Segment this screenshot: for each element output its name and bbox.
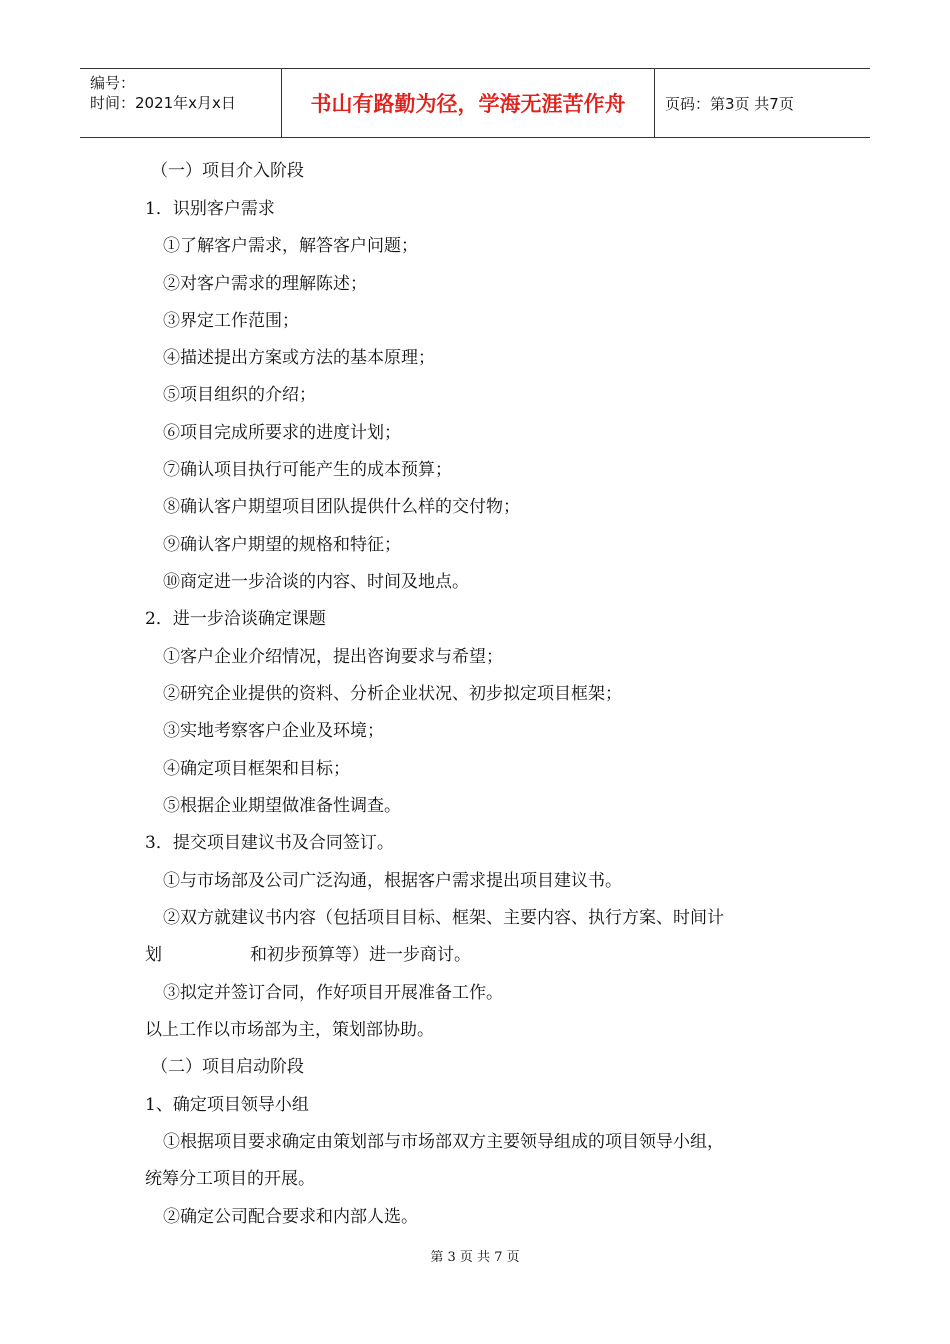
- list-item-continuation: 统筹分工项目的开展。: [145, 1169, 315, 1189]
- list-item: ②确定公司配合要求和内部人选。: [163, 1207, 418, 1227]
- list-item: ④描述提出方案或方法的基本原理；: [163, 348, 435, 368]
- list-item: ③实地考察客户企业及环境；: [163, 721, 384, 741]
- subsection-heading: 2．进一步洽谈确定课题: [145, 609, 326, 629]
- subsection-heading: 1、确定项目领导小组: [145, 1095, 309, 1115]
- page-header: [80, 68, 870, 138]
- paragraph: 以上工作以市场部为主，策划部协助。: [145, 1020, 434, 1040]
- list-item: ④确定项目框架和目标；: [163, 759, 350, 779]
- list-item-continuation: 划: [145, 945, 162, 965]
- header-motto: 书山有路勤为径，学海无涯苦作舟: [282, 69, 655, 137]
- section-heading: （一）项目介入阶段: [151, 161, 304, 181]
- list-item: ②对客户需求的理解陈述；: [163, 274, 367, 294]
- list-item: ③拟定并签订合同，作好项目开展准备工作。: [163, 983, 503, 1003]
- list-item: ②研究企业提供的资料、分析企业状况、初步拟定项目框架；: [163, 684, 622, 704]
- section-heading: （二）项目启动阶段: [151, 1057, 304, 1077]
- header-page-info: 页码：第3页 共7页: [665, 94, 794, 113]
- subsection-heading: 3．提交项目建议书及合同签订。: [145, 833, 394, 853]
- list-item: ①根据项目要求确定由策划部与市场部双方主要领导组成的项目领导小组，: [163, 1132, 724, 1152]
- list-item: ⑤项目组织的介绍；: [163, 385, 316, 405]
- subsection-heading: 1．识别客户需求: [145, 199, 275, 219]
- list-item: ①了解客户需求，解答客户问题；: [163, 236, 418, 256]
- list-item: ①与市场部及公司广泛沟通，根据客户需求提出项目建议书。: [163, 871, 622, 891]
- date-label: 时间：2021年x月x日: [90, 94, 236, 112]
- list-item: ⑥项目完成所要求的进度计划；: [163, 423, 401, 443]
- list-item: ③界定工作范围；: [163, 311, 299, 331]
- header-meta: [80, 69, 282, 137]
- list-item: ⑩商定进一步洽谈的内容、时间及地点。: [163, 572, 469, 592]
- list-item: ⑦确认项目执行可能产生的成本预算；: [163, 460, 452, 480]
- list-item: ⑨确认客户期望的规格和特征；: [163, 535, 401, 555]
- list-item: ⑧确认客户期望项目团队提供什么样的交付物；: [163, 497, 520, 517]
- list-item: ①客户企业介绍情况，提出咨询要求与希望；: [163, 647, 503, 667]
- list-item: ⑤根据企业期望做准备性调查。: [163, 796, 401, 816]
- number-label: 编号：: [90, 74, 136, 92]
- list-item-continuation: 和初步预算等）进一步商讨。: [250, 945, 471, 965]
- page-footer: 第 3 页 共 7 页: [430, 1250, 520, 1265]
- list-item: ②双方就建议书内容（包括项目目标、框架、主要内容、执行方案、时间计: [163, 908, 724, 928]
